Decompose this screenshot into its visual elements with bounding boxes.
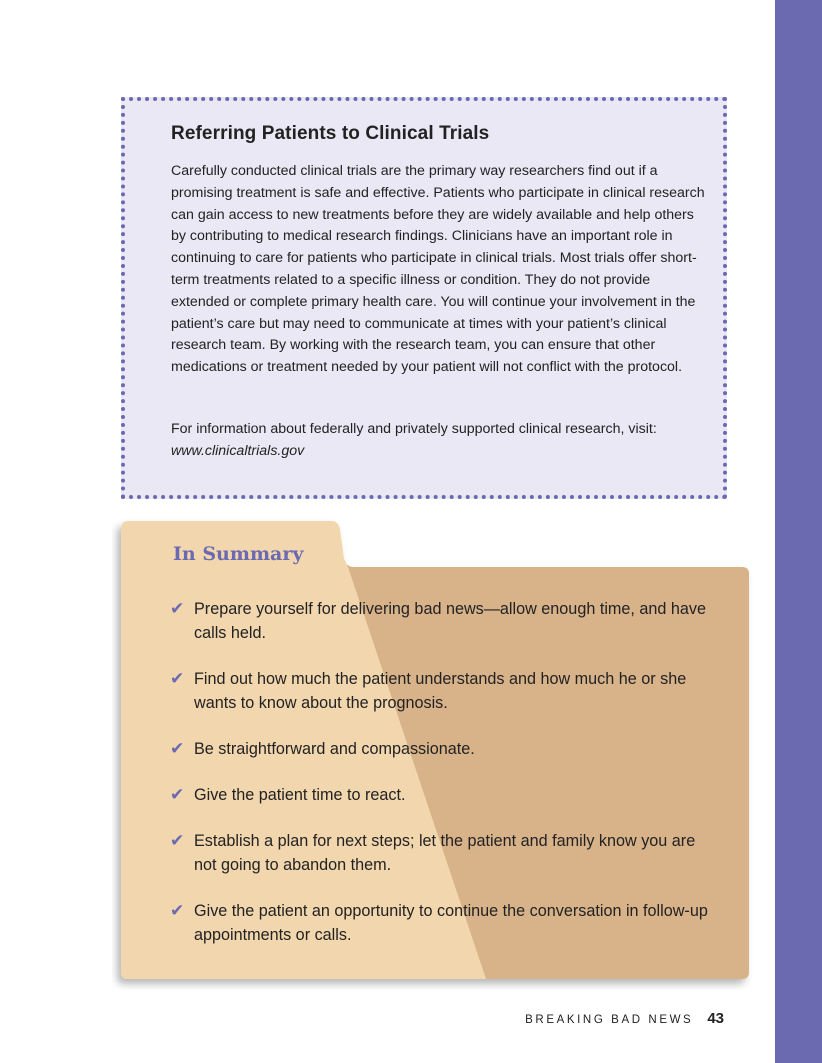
checkmark-icon: ✔ xyxy=(170,785,185,804)
summary-list xyxy=(170,597,710,947)
page-footer xyxy=(525,1010,724,1027)
summary-item-text: Find out how much the patient understands and how much he or she wants to know about the prognosis. xyxy=(194,670,687,712)
summary-item-text: Be straightforward and compassionate. xyxy=(194,740,475,758)
summary-item xyxy=(170,597,710,645)
summary-item xyxy=(170,737,710,761)
summary-item xyxy=(170,667,710,715)
checkmark-icon: ✔ xyxy=(170,739,185,758)
summary-item-text: Give the patient an opportunity to continue the conversation in follow-up appointments or calls. xyxy=(194,902,708,944)
callout-visit-info xyxy=(171,419,711,463)
checkmark-icon: ✔ xyxy=(170,669,185,688)
summary-item xyxy=(170,829,710,877)
page-number: 43 xyxy=(707,1010,724,1027)
visit-text: For information about federally and privately supported clinical research, visit: xyxy=(171,421,657,437)
summary-item-text: Establish a plan for next steps; let the patient and family know you are not going to abandon them. xyxy=(194,832,696,874)
summary-item-text: Prepare yourself for delivering bad news—allow enough time, and have calls held. xyxy=(194,600,707,642)
running-footer-title: BREAKING BAD NEWS xyxy=(525,1014,694,1026)
summary-item xyxy=(170,899,710,947)
checkmark-icon: ✔ xyxy=(170,599,185,618)
summary-item-text: Give the patient time to react. xyxy=(194,786,406,804)
summary-title: In Summary xyxy=(173,543,304,565)
clinical-trials-callout xyxy=(121,97,727,499)
summary-item xyxy=(170,783,710,807)
checkmark-icon: ✔ xyxy=(170,901,185,920)
callout-body: Carefully conducted clinical trials are the primary way researchers find out if a promising treatment is safe and effective. Patients who participate in clinical research can gain access to new treatments before they are widely available and help others by contributing to medical research findings. Clinicians have an important role in continuing to care for patients who participate in clinical trials. Most trials offer short-term treatments related to a specific illness or condition. They do not provide extended or complete primary health care. You will continue your involvement in the patient’s care but may need to communicate at times with your patient’s clinical research team. By working with the research team, you can ensure that other medications or treatment needed by your patient will not conflict with the protocol. xyxy=(171,163,705,376)
checkmark-icon: ✔ xyxy=(170,831,185,850)
callout-title: Referring Patients to Clinical Trials xyxy=(171,123,490,144)
clinical-trials-link[interactable]: www.clinicaltrials.gov xyxy=(171,442,305,459)
side-accent-bar xyxy=(775,0,822,1063)
